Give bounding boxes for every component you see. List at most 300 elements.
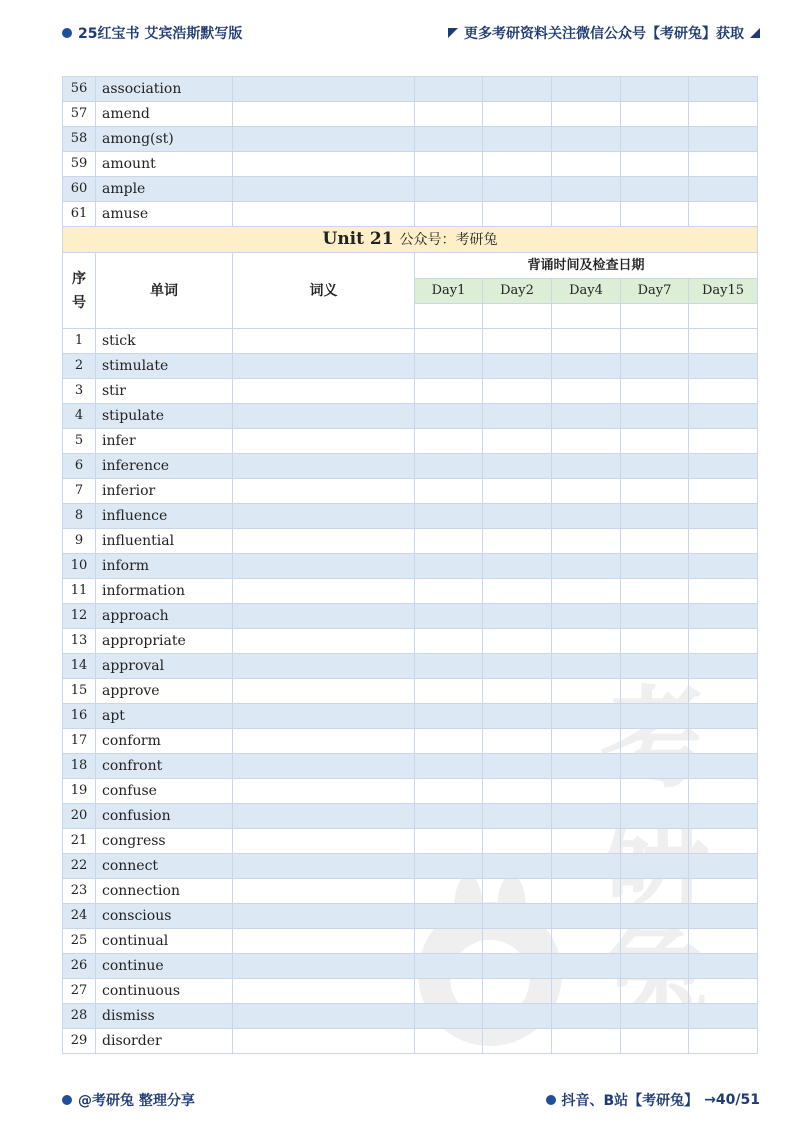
table-row [63,754,758,779]
meaning-cell[interactable] [233,779,415,804]
day-header: Day15 [689,279,758,304]
check-cell[interactable] [415,854,483,879]
row-number: 28 [63,1004,96,1029]
check-cell[interactable] [483,629,552,654]
word-cell: conscious [96,904,233,929]
check-cell[interactable] [621,202,689,227]
check-cell[interactable] [621,854,689,879]
row-number: 9 [63,529,96,554]
check-cell[interactable] [483,454,552,479]
check-cell[interactable] [415,429,483,454]
check-cell[interactable] [415,754,483,779]
col-group-header: 背诵时间及检查日期 [415,253,758,279]
check-cell[interactable] [621,1004,689,1029]
check-cell[interactable] [689,177,758,202]
check-cell[interactable] [483,1029,552,1054]
check-cell[interactable] [483,329,552,354]
check-cell[interactable] [552,904,621,929]
check-cell[interactable] [415,304,483,329]
check-cell[interactable] [621,604,689,629]
check-cell[interactable] [689,979,758,1004]
check-cell[interactable] [483,127,552,152]
check-cell[interactable] [483,704,552,729]
check-cell[interactable] [552,454,621,479]
row-number: 20 [63,804,96,829]
check-cell[interactable] [483,354,552,379]
check-cell[interactable] [483,579,552,604]
meaning-cell[interactable] [233,804,415,829]
check-cell[interactable] [689,554,758,579]
word-cell: appropriate [96,629,233,654]
check-cell[interactable] [552,529,621,554]
row-number: 7 [63,479,96,504]
check-cell[interactable] [689,1029,758,1054]
check-cell[interactable] [552,604,621,629]
check-cell[interactable] [415,379,483,404]
check-cell[interactable] [621,1029,689,1054]
check-cell[interactable] [621,904,689,929]
meaning-cell[interactable] [233,177,415,202]
check-cell[interactable] [689,754,758,779]
check-cell[interactable] [415,929,483,954]
row-number: 17 [63,729,96,754]
check-cell[interactable] [483,879,552,904]
page-footer [62,1089,760,1111]
table-row [63,979,758,1004]
meaning-cell[interactable] [233,354,415,379]
check-cell[interactable] [483,854,552,879]
check-cell[interactable] [552,829,621,854]
check-cell[interactable] [483,604,552,629]
check-cell[interactable] [552,954,621,979]
check-cell[interactable] [483,529,552,554]
triangle-left-icon [448,28,458,38]
check-cell[interactable] [621,504,689,529]
check-cell[interactable] [415,1029,483,1054]
table-row [63,202,758,227]
check-cell[interactable] [689,779,758,804]
check-cell[interactable] [689,379,758,404]
check-cell[interactable] [483,102,552,127]
col-seq-header [63,253,96,329]
check-cell[interactable] [621,379,689,404]
check-cell[interactable] [621,954,689,979]
check-cell[interactable] [483,177,552,202]
check-cell[interactable] [689,479,758,504]
check-cell[interactable] [689,152,758,177]
check-cell[interactable] [621,729,689,754]
word-cell: amend [96,102,233,127]
check-cell[interactable] [689,604,758,629]
word-cell: influence [96,504,233,529]
check-cell[interactable] [415,529,483,554]
check-cell[interactable] [689,404,758,429]
row-number: 10 [63,554,96,579]
check-cell[interactable] [689,629,758,654]
check-cell[interactable] [689,704,758,729]
table-row [63,779,758,804]
meaning-cell[interactable] [233,77,415,102]
word-cell: stimulate [96,354,233,379]
meaning-cell[interactable] [233,1029,415,1054]
meaning-cell[interactable] [233,429,415,454]
word-cell: approach [96,604,233,629]
check-cell[interactable] [621,754,689,779]
table-row [63,1004,758,1029]
check-cell[interactable] [552,554,621,579]
bullet-dot-icon [546,1095,556,1105]
word-cell: stipulate [96,404,233,429]
check-cell[interactable] [621,479,689,504]
meaning-cell[interactable] [233,579,415,604]
table-row [63,629,758,654]
check-cell[interactable] [552,779,621,804]
check-cell[interactable] [621,177,689,202]
meaning-cell[interactable] [233,554,415,579]
check-cell[interactable] [689,579,758,604]
word-cell: stir [96,379,233,404]
check-cell[interactable] [552,429,621,454]
word-cell: connection [96,879,233,904]
check-cell[interactable] [689,354,758,379]
check-cell[interactable] [689,429,758,454]
check-cell[interactable] [621,529,689,554]
check-cell[interactable] [552,329,621,354]
check-cell[interactable] [415,479,483,504]
row-number: 58 [63,127,96,152]
check-cell[interactable] [689,679,758,704]
meaning-cell[interactable] [233,454,415,479]
check-cell[interactable] [552,102,621,127]
column-header-row [63,253,758,279]
meaning-cell[interactable] [233,954,415,979]
check-cell[interactable] [415,904,483,929]
meaning-cell[interactable] [233,504,415,529]
meaning-cell[interactable] [233,404,415,429]
word-cell: disorder [96,1029,233,1054]
table-row [63,479,758,504]
check-cell[interactable] [689,77,758,102]
check-cell[interactable] [415,704,483,729]
meaning-cell[interactable] [233,679,415,704]
row-number: 16 [63,704,96,729]
check-cell[interactable] [689,454,758,479]
check-cell[interactable] [552,1029,621,1054]
check-cell[interactable] [415,779,483,804]
meaning-cell[interactable] [233,929,415,954]
check-cell[interactable] [621,804,689,829]
row-number: 15 [63,679,96,704]
check-cell[interactable] [689,729,758,754]
check-cell[interactable] [689,202,758,227]
check-cell[interactable] [621,654,689,679]
check-cell[interactable] [483,654,552,679]
check-cell[interactable] [483,829,552,854]
table-row [63,729,758,754]
unit-subtitle: 公众号：考研兔 [399,232,498,248]
row-number: 59 [63,152,96,177]
check-cell[interactable] [552,404,621,429]
table-row [63,354,758,379]
check-cell[interactable] [552,152,621,177]
meaning-cell[interactable] [233,904,415,929]
meaning-cell[interactable] [233,979,415,1004]
meaning-cell[interactable] [233,479,415,504]
unit-rows [63,329,758,1054]
meaning-cell[interactable] [233,529,415,554]
word-cell: continuous [96,979,233,1004]
check-cell[interactable] [552,679,621,704]
check-cell[interactable] [689,529,758,554]
check-cell[interactable] [483,554,552,579]
check-cell[interactable] [483,729,552,754]
word-cell: influential [96,529,233,554]
meaning-cell[interactable] [233,604,415,629]
check-cell[interactable] [415,202,483,227]
table-row [63,604,758,629]
check-cell[interactable] [415,127,483,152]
word-cell: inferior [96,479,233,504]
check-cell[interactable] [621,704,689,729]
check-cell[interactable] [483,202,552,227]
word-cell: among(st) [96,127,233,152]
check-cell[interactable] [689,879,758,904]
check-cell[interactable] [552,579,621,604]
check-cell[interactable] [689,1004,758,1029]
meaning-cell[interactable] [233,829,415,854]
check-cell[interactable] [621,127,689,152]
vocabulary-table [62,76,758,1054]
check-cell[interactable] [552,979,621,1004]
check-cell[interactable] [415,177,483,202]
check-cell[interactable] [689,127,758,152]
check-cell[interactable] [689,929,758,954]
check-cell[interactable] [483,779,552,804]
meaning-cell[interactable] [233,202,415,227]
word-cell: amount [96,152,233,177]
check-cell[interactable] [552,77,621,102]
check-cell[interactable] [689,854,758,879]
check-cell[interactable] [415,879,483,904]
check-cell[interactable] [621,329,689,354]
table-row [63,554,758,579]
check-cell[interactable] [689,329,758,354]
check-cell[interactable] [415,629,483,654]
check-cell[interactable] [483,77,552,102]
check-cell[interactable] [621,629,689,654]
header-right [448,23,760,43]
table-row [63,904,758,929]
check-cell[interactable] [415,654,483,679]
check-cell[interactable] [483,979,552,1004]
meaning-cell[interactable] [233,754,415,779]
check-cell[interactable] [483,429,552,454]
table-row [63,829,758,854]
check-cell[interactable] [552,177,621,202]
check-cell[interactable] [483,754,552,779]
meaning-cell[interactable] [233,1004,415,1029]
check-cell[interactable] [552,854,621,879]
check-cell[interactable] [621,152,689,177]
check-cell[interactable] [552,754,621,779]
check-cell[interactable] [415,454,483,479]
check-cell[interactable] [621,77,689,102]
table-row [63,152,758,177]
check-cell[interactable] [621,429,689,454]
row-number: 5 [63,429,96,454]
check-cell[interactable] [483,404,552,429]
check-cell[interactable] [415,504,483,529]
check-cell[interactable] [415,354,483,379]
check-cell[interactable] [689,829,758,854]
check-cell[interactable] [415,679,483,704]
check-cell[interactable] [621,404,689,429]
check-cell[interactable] [483,479,552,504]
check-cell[interactable] [621,554,689,579]
check-cell[interactable] [621,829,689,854]
check-cell[interactable] [621,779,689,804]
row-number: 23 [63,879,96,904]
meaning-cell[interactable] [233,729,415,754]
row-number: 3 [63,379,96,404]
check-cell[interactable] [483,379,552,404]
check-cell[interactable] [483,504,552,529]
word-cell: stick [96,329,233,354]
triangle-right-icon [750,28,760,38]
check-cell[interactable] [552,929,621,954]
check-cell[interactable] [689,504,758,529]
check-cell[interactable] [621,102,689,127]
check-cell[interactable] [483,804,552,829]
check-cell[interactable] [689,304,758,329]
check-cell[interactable] [415,1004,483,1029]
check-cell[interactable] [621,679,689,704]
table-row [63,102,758,127]
check-cell[interactable] [552,127,621,152]
check-cell[interactable] [621,304,689,329]
check-cell[interactable] [552,704,621,729]
check-cell[interactable] [552,354,621,379]
check-cell[interactable] [552,202,621,227]
table-row [63,504,758,529]
row-number: 13 [63,629,96,654]
check-cell[interactable] [552,804,621,829]
check-cell[interactable] [621,454,689,479]
row-number: 61 [63,202,96,227]
word-cell: confront [96,754,233,779]
word-cell: connect [96,854,233,879]
row-number: 60 [63,177,96,202]
check-cell[interactable] [689,954,758,979]
row-number: 18 [63,754,96,779]
check-cell[interactable] [621,879,689,904]
check-cell[interactable] [415,554,483,579]
header-notice: 更多考研资料关注微信公众号【考研兔】获取 [464,26,744,42]
row-number: 57 [63,102,96,127]
book-title: 25红宝书 艾宾浩斯默写版 [78,26,243,42]
meaning-cell[interactable] [233,654,415,679]
check-cell[interactable] [621,354,689,379]
check-cell[interactable] [415,979,483,1004]
row-number: 4 [63,404,96,429]
meaning-cell[interactable] [233,854,415,879]
meaning-cell[interactable] [233,704,415,729]
day-header: Day4 [552,279,621,304]
check-cell[interactable] [415,329,483,354]
check-cell[interactable] [483,152,552,177]
check-cell[interactable] [415,804,483,829]
word-cell: association [96,77,233,102]
check-cell[interactable] [552,1004,621,1029]
word-cell: amuse [96,202,233,227]
meaning-cell[interactable] [233,879,415,904]
check-cell[interactable] [415,102,483,127]
check-cell[interactable] [552,379,621,404]
check-cell[interactable] [552,879,621,904]
row-number: 6 [63,454,96,479]
meaning-cell[interactable] [233,629,415,654]
row-number: 1 [63,329,96,354]
row-number: 29 [63,1029,96,1054]
check-cell[interactable] [621,929,689,954]
check-cell[interactable] [483,679,552,704]
check-cell[interactable] [552,304,621,329]
check-cell[interactable] [483,904,552,929]
check-cell[interactable] [483,929,552,954]
check-cell[interactable] [415,729,483,754]
check-cell[interactable] [483,304,552,329]
table-row [63,704,758,729]
meaning-cell[interactable] [233,127,415,152]
meaning-cell[interactable] [233,102,415,127]
check-cell[interactable] [552,654,621,679]
row-number: 12 [63,604,96,629]
check-cell[interactable] [621,579,689,604]
check-cell[interactable] [552,629,621,654]
check-cell[interactable] [415,579,483,604]
check-cell[interactable] [621,979,689,1004]
check-cell[interactable] [689,102,758,127]
check-cell[interactable] [415,404,483,429]
check-cell[interactable] [552,729,621,754]
table-row [63,579,758,604]
meaning-cell[interactable] [233,152,415,177]
row-number: 56 [63,77,96,102]
word-cell: apt [96,704,233,729]
check-cell[interactable] [415,829,483,854]
check-cell[interactable] [483,1004,552,1029]
check-cell[interactable] [415,152,483,177]
check-cell[interactable] [415,604,483,629]
table-row [63,679,758,704]
check-cell[interactable] [552,504,621,529]
table-row [63,77,758,102]
day-header: Day1 [415,279,483,304]
check-cell[interactable] [415,77,483,102]
table-row [63,529,758,554]
check-cell[interactable] [689,804,758,829]
table-row [63,854,758,879]
meaning-cell[interactable] [233,379,415,404]
meaning-cell[interactable] [233,329,415,354]
check-cell[interactable] [689,654,758,679]
check-cell[interactable] [483,954,552,979]
check-cell[interactable] [552,479,621,504]
check-cell[interactable] [415,954,483,979]
bullet-dot-icon [62,1095,72,1105]
footer-right [546,1090,760,1110]
check-cell[interactable] [689,904,758,929]
